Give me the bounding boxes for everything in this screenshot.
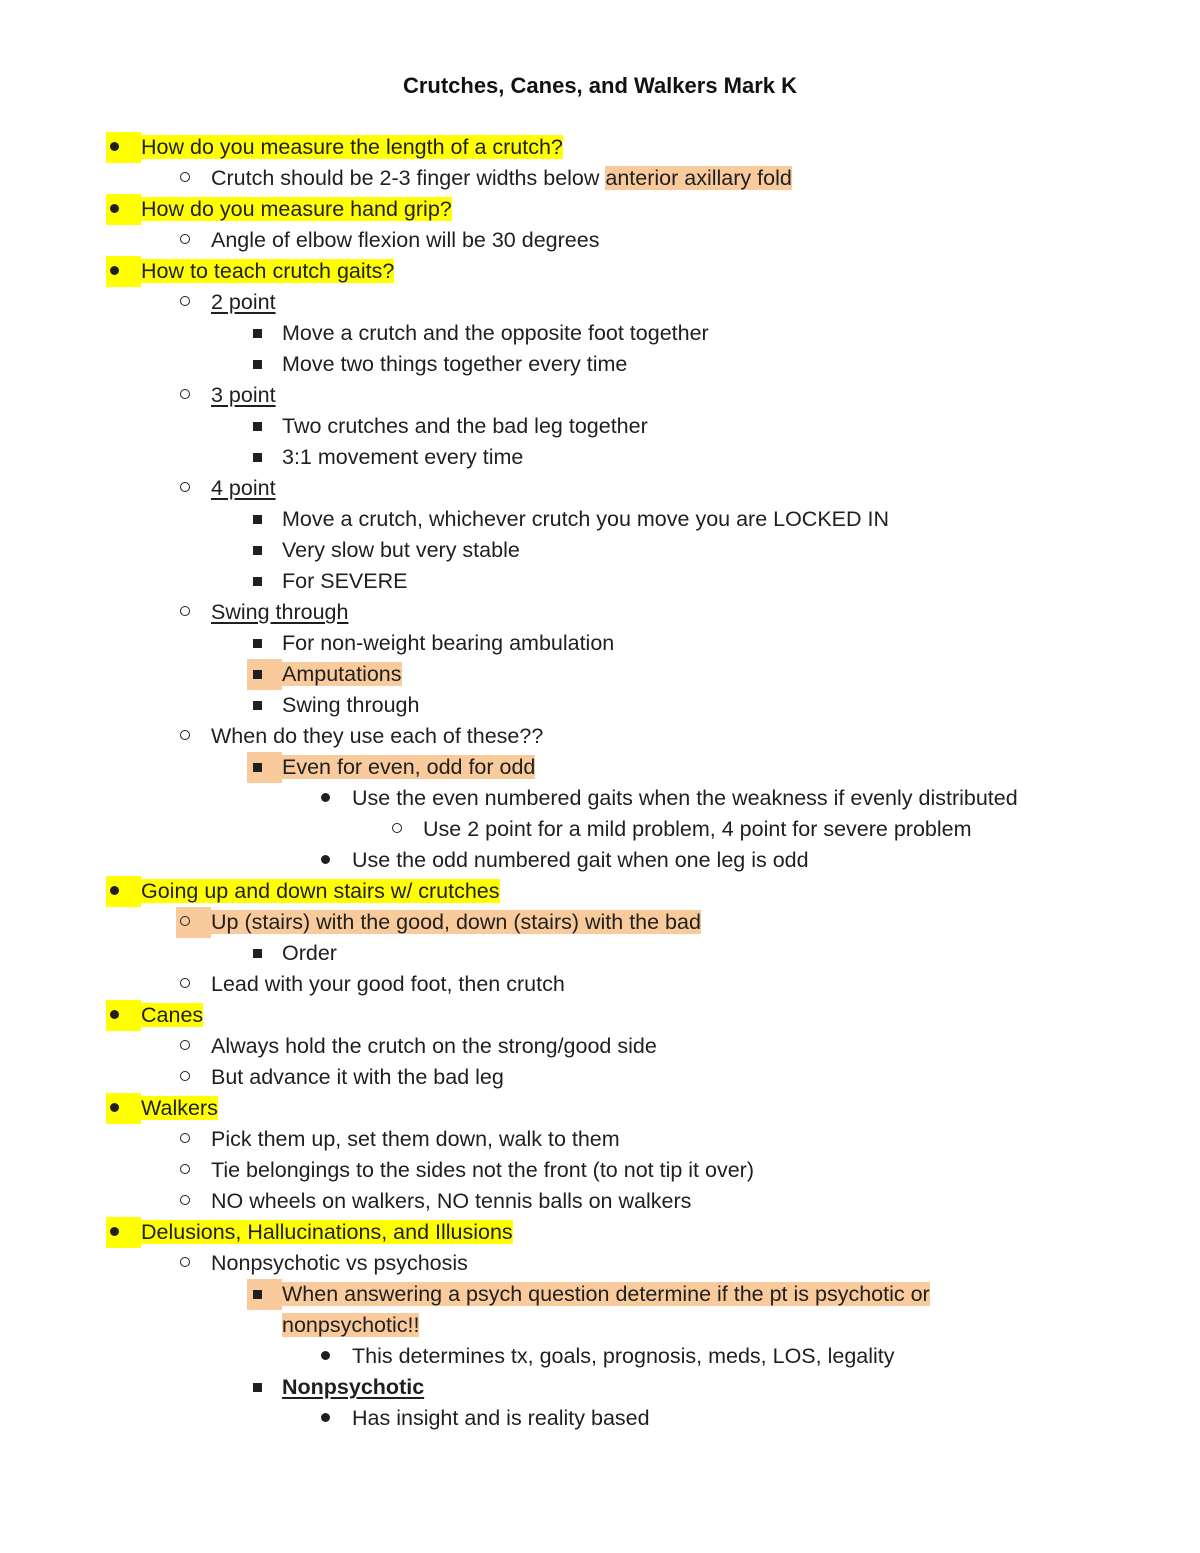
outline-item-level-3 [0,318,1200,349]
outline-item-level-3 [0,566,1200,597]
outline-item-text [211,380,276,411]
bullet-marker [106,194,141,225]
outline-item-level-2 [0,1248,1200,1279]
filled-square-bullet-icon [253,949,262,958]
filled-square-bullet-icon [253,701,262,710]
outline-item-level-2 [0,1062,1200,1093]
bullet-marker [247,659,282,690]
hollow-circle-bullet-icon [180,1040,190,1050]
filled-square-bullet-icon [253,1383,262,1392]
outline-item-label: Move two things together every time [282,352,628,376]
outline-item-level-2 [0,380,1200,411]
bullet-marker [317,783,352,814]
bullet-marker [176,1186,211,1217]
filled-square-bullet-icon [253,670,262,679]
bullet-marker [388,814,423,845]
outline-item-text [282,318,709,349]
outline-item-text [141,194,452,225]
outline-item-label: Delusions, Hallucinations, and Illusions [141,1220,513,1244]
bullet-marker [247,504,282,535]
hollow-circle-bullet-icon [180,296,190,306]
outline-item-label: 2 point [211,290,276,314]
outline-item-text [352,845,809,876]
hollow-circle-bullet-icon [180,1164,190,1174]
outline-item-level-2 [0,163,1200,194]
hollow-circle-bullet-icon [180,172,190,182]
hollow-circle-bullet-icon [180,1133,190,1143]
outline-item-text [211,721,543,752]
outline-item-label: Even for even, odd for odd [282,755,536,779]
outline-item-text [211,1248,468,1279]
outline-item-label: Tie belongings to the sides not the front (to not tip it over) [211,1158,754,1182]
outline-item-label: Amputations [282,662,402,686]
filled-square-bullet-icon [253,639,262,648]
outline-item-level-3 [0,659,1200,690]
outline-item-label: 3 point [211,383,276,407]
outline-item-text [282,938,337,969]
hollow-circle-bullet-icon [180,1071,190,1081]
filled-square-bullet-icon [253,577,262,586]
outline-item-label: Has insight and is reality based [352,1406,650,1430]
filled-circle-bullet-icon [110,204,119,213]
outline-item-text [141,876,500,907]
filled-square-bullet-icon [253,763,262,772]
filled-circle-bullet-icon [321,855,330,864]
bullet-marker [176,380,211,411]
outline-item-text [282,1310,419,1341]
filled-circle-bullet-icon [110,266,119,275]
outline-item-label: Very slow but very stable [282,538,520,562]
outline-item-level-3 [0,1310,1200,1341]
outline-item-text [282,349,627,380]
outline-item-level-1 [0,256,1200,287]
bullet-marker [247,1372,282,1403]
outline-item-level-3 [0,504,1200,535]
outline-item-text [141,256,394,287]
outline-item-text [282,1372,424,1403]
bullet-marker [106,132,141,163]
outline-item-level-3 [0,442,1200,473]
filled-circle-bullet-icon [110,1103,119,1112]
outline-item-text [211,1062,504,1093]
bullet-marker [247,411,282,442]
outline-item-level-2 [0,1124,1200,1155]
hollow-circle-bullet-icon [180,1195,190,1205]
bullet-marker [176,1031,211,1062]
filled-square-bullet-icon [253,546,262,555]
filled-square-bullet-icon [253,360,262,369]
outline-item-text [282,535,520,566]
outline-item-text [282,752,535,783]
outline-item-label: Swing through [282,693,420,717]
bullet-marker [176,163,211,194]
outline-item-label: Always hold the crutch on the strong/good side [211,1034,657,1058]
outline-item-label: 3:1 movement every time [282,445,524,469]
outline-item-text [141,132,563,163]
outline-item-level-2 [0,907,1200,938]
outline-item-text [352,783,1018,814]
hollow-circle-bullet-icon [180,1257,190,1267]
outline-item-label: Use the even numbered gaits when the weakness if evenly distributed [352,786,1018,810]
hollow-circle-bullet-icon [180,730,190,740]
outline-item-level-4 [0,1403,1200,1434]
filled-circle-bullet-icon [321,793,330,802]
filled-circle-bullet-icon [110,142,119,151]
outline-item-label: But advance it with the bad leg [211,1065,504,1089]
filled-circle-bullet-icon [110,1010,119,1019]
hollow-circle-bullet-icon [180,916,190,926]
outline-item-label: Use 2 point for a mild problem, 4 point for severe problem [423,817,972,841]
outline-item-level-3 [0,690,1200,721]
outline-item-text [282,442,523,473]
outline-item-text [352,1341,895,1372]
outline-item-text [211,163,792,194]
bullet-marker [317,1341,352,1372]
outline-item-level-2 [0,721,1200,752]
bullet-marker [247,1279,282,1310]
filled-circle-bullet-icon [321,1351,330,1360]
outline-item-text [282,504,889,535]
bullet-marker [247,752,282,783]
outline-item-text [282,566,407,597]
bullet-marker [317,1403,352,1434]
outline-item-label: Pick them up, set them down, walk to them [211,1127,620,1151]
outline-item-label: Swing through [211,600,349,624]
outline-item-text [211,287,276,318]
outline-item-label: 4 point [211,476,276,500]
outline-item-level-2 [0,1155,1200,1186]
filled-circle-bullet-icon [110,1227,119,1236]
bullet-marker [176,1124,211,1155]
outline-item-text [352,1403,650,1434]
outline-item-text [211,1155,754,1186]
bullet-marker [247,535,282,566]
outline-item-level-3 [0,1372,1200,1403]
filled-circle-bullet-icon [321,1413,330,1422]
bullet-marker [247,628,282,659]
bullet-marker [176,287,211,318]
outline-item-label: For non-weight bearing ambulation [282,631,615,655]
outline-item-label: Going up and down stairs w/ crutches [141,879,500,903]
bullet-marker [317,845,352,876]
outline-item-label: This determines tx, goals, prognosis, meds, LOS, legality [352,1344,895,1368]
bullet-marker [106,1217,141,1248]
outline-item-label: Use the odd numbered gait when one leg is odd [352,848,809,872]
bullet-marker [176,1248,211,1279]
outline-item-label: Canes [141,1003,204,1027]
outline-item-level-3 [0,411,1200,442]
outline-item-level-4 [0,783,1200,814]
outline-item-label: Move a crutch, whichever crutch you move you are LOCKED IN [282,507,890,531]
bullet-marker [176,225,211,256]
outline-item-text [211,1124,620,1155]
outline-item-level-2 [0,287,1200,318]
outline-item-label: Move a crutch and the opposite foot together [282,321,709,345]
hollow-circle-bullet-icon [392,823,402,833]
outline-item-label: How to teach crutch gaits? [141,259,395,283]
outline-item-text [141,1217,513,1248]
outline-item-text [282,628,614,659]
bullet-marker [247,938,282,969]
outline-item-text [211,907,701,938]
outline-item-level-2 [0,225,1200,256]
outline-item-label: When do they use each of these?? [211,724,544,748]
outline-item-level-3 [0,938,1200,969]
outline-item-text [211,597,348,628]
outline-item-level-2 [0,1031,1200,1062]
outline-item-text [282,659,402,690]
hollow-circle-bullet-icon [180,978,190,988]
outline-item-level-1 [0,876,1200,907]
outline-item-level-4 [0,1341,1200,1372]
bullet-marker [106,256,141,287]
outline-item-label: NO wheels on walkers, NO tennis balls on walkers [211,1189,692,1213]
outline-item-label: How do you measure hand grip? [141,197,452,221]
outline-item-level-2 [0,969,1200,1000]
outline-item-level-3 [0,535,1200,566]
outline-item-level-1 [0,194,1200,225]
outline-item-level-3 [0,628,1200,659]
outline-item-text [211,1186,691,1217]
outline-item-label: Up (stairs) with the good, down (stairs) with the bad [211,910,701,934]
bullet-marker [176,1062,211,1093]
outline-item-label: Lead with your good foot, then crutch [211,972,565,996]
hollow-circle-bullet-icon [180,389,190,399]
outline-item-text [423,814,972,845]
outline-item-level-2 [0,597,1200,628]
outline-item-text [282,1279,930,1310]
outline-item-text [211,1031,657,1062]
outline-item-text [282,411,648,442]
outline-item-text [211,969,565,1000]
outline-item-label: Angle of elbow flexion will be 30 degrees [211,228,600,252]
highlighted-phrase: anterior axillary fold [605,166,792,190]
bullet-marker [176,721,211,752]
hollow-circle-bullet-icon [180,482,190,492]
outline-item-label: Crutch should be 2-3 finger widths below [211,166,606,190]
outline-item-text [282,690,419,721]
outline-item-level-1 [0,1093,1200,1124]
bullet-marker [247,442,282,473]
bullet-marker [176,597,211,628]
outline-item-level-3 [0,1279,1200,1310]
hollow-circle-bullet-icon [180,606,190,616]
outline-item-label: When answering a psych question determine if the pt is psychotic or [282,1282,930,1306]
bullet-marker [247,349,282,380]
bullet-marker [176,473,211,504]
outline-item-label: How do you measure the length of a crutch? [141,135,563,159]
outline-item-label: Order [282,941,337,965]
outline-item-label: For SEVERE [282,569,408,593]
bullet-marker [106,876,141,907]
document-title: Crutches, Canes, and Walkers Mark K [402,73,798,98]
outline-item-level-4 [0,845,1200,876]
outline-item-level-1 [0,1217,1200,1248]
filled-square-bullet-icon [253,453,262,462]
outline-item-level-3 [0,349,1200,380]
bullet-marker [247,690,282,721]
bullet-marker [176,1155,211,1186]
bullet-marker [176,907,211,938]
filled-square-bullet-icon [253,329,262,338]
bullet-marker [106,1093,141,1124]
outline-item-label: Nonpsychotic [282,1375,425,1399]
outline-item-level-2 [0,1186,1200,1217]
outline-list [0,132,1200,1434]
outline-item-level-1 [0,1000,1200,1031]
outline-item-level-5 [0,814,1200,845]
filled-square-bullet-icon [253,515,262,524]
outline-item-label: nonpsychotic!! [282,1313,420,1337]
filled-circle-bullet-icon [110,886,119,895]
outline-item-text [211,473,276,504]
outline-item-text [141,1000,203,1031]
filled-square-bullet-icon [253,1290,262,1299]
outline-item-level-2 [0,473,1200,504]
outline-item-text [211,225,599,256]
bullet-marker [247,566,282,597]
hollow-circle-bullet-icon [180,234,190,244]
bullet-marker [247,318,282,349]
outline-item-label: Nonpsychotic vs psychosis [211,1251,468,1275]
outline-item-text [141,1093,218,1124]
outline-item-label: Walkers [141,1096,218,1120]
bullet-marker [176,969,211,1000]
outline-item-level-1 [0,132,1200,163]
filled-square-bullet-icon [253,422,262,431]
bullet-marker [106,1000,141,1031]
outline-item-label: Two crutches and the bad leg together [282,414,648,438]
outline-item-level-3 [0,752,1200,783]
